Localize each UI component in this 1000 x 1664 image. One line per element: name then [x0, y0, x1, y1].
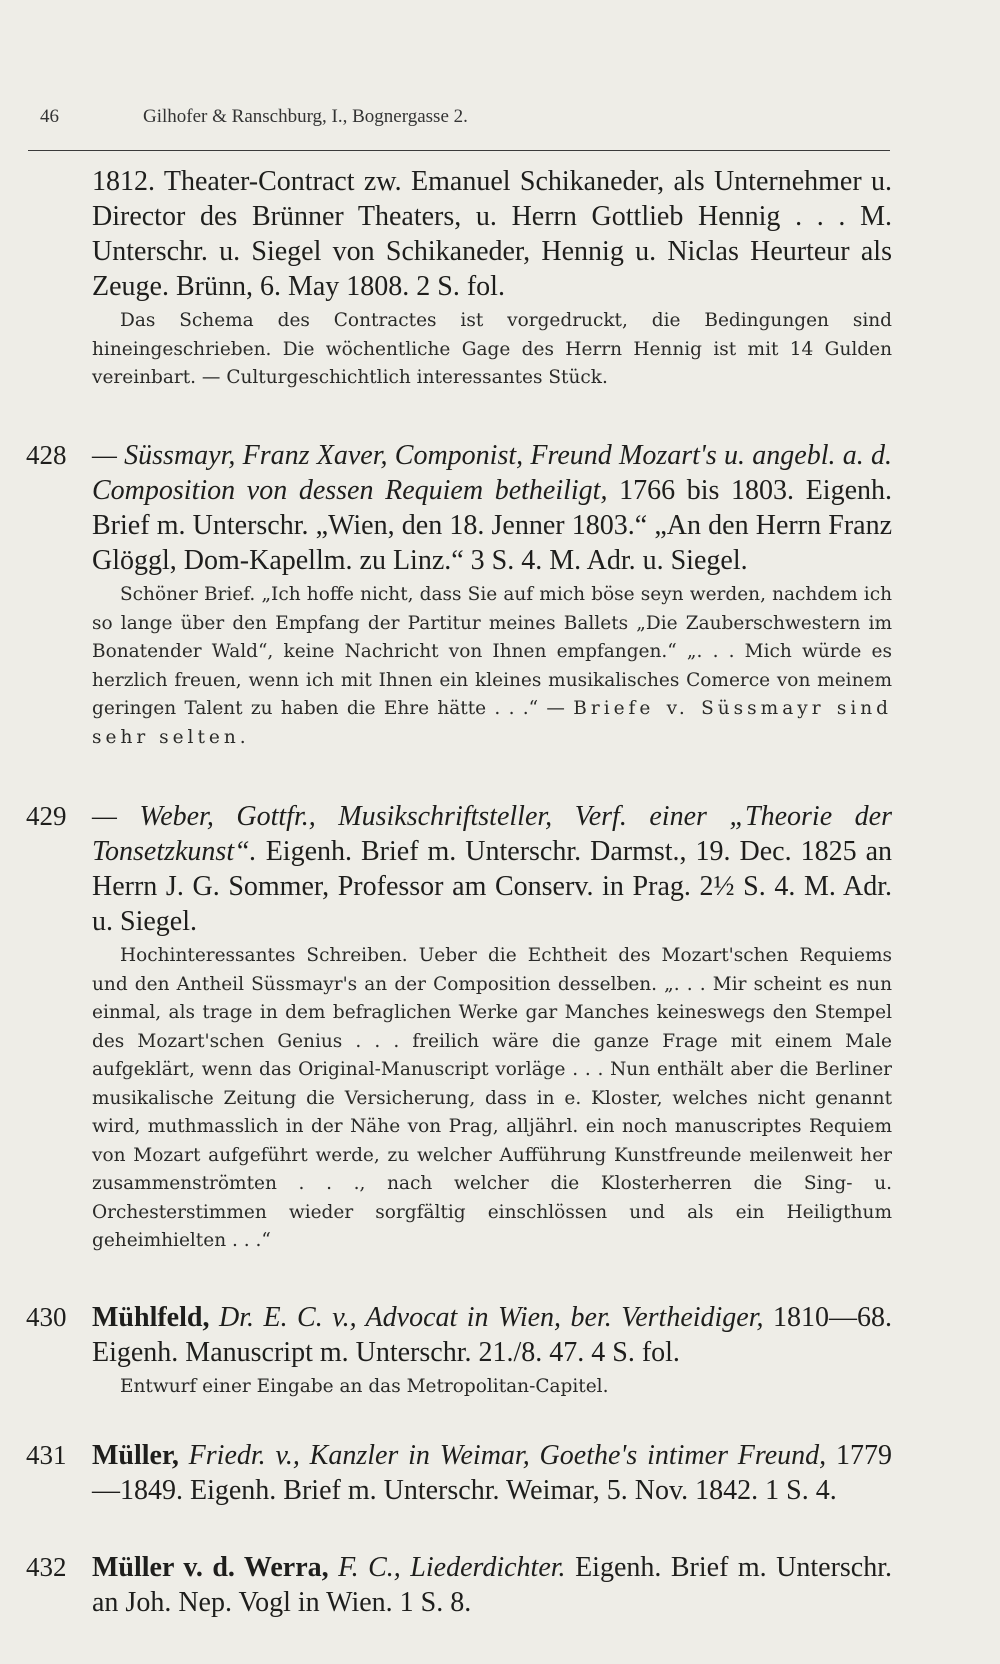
entry-description — [92, 1300, 892, 1370]
entry-name: Müller, — [92, 1440, 179, 1471]
entry-description — [92, 1438, 892, 1508]
entry-name: Müller v. d. Werra, — [92, 1552, 329, 1583]
entry-name: Mühlfeld, — [92, 1302, 210, 1333]
entry-text: 1812. Theater-Contract zw. Emanuel Schikaneder, als Unternehmer u. Director des Brünner Theaters, u. Herrn Gottlieb Hennig . . . M. Unterschr. u. Siegel von Schikaneder, Hennig u. Niclas Heurteur als Zeuge. Brünn, 6. May 1808. 2 S. fol. — [92, 166, 892, 302]
entry-details: Componist, Freund Mozart's u. angebl. a. d. Composition von dessen Requiem betheiligt, — [92, 440, 893, 506]
entry-details: Musikschriftsteller, Verf. einer „Theorie der Tonsetzkunst“. — [92, 801, 892, 867]
catalogue-entry — [26, 1300, 892, 1402]
entry-description — [92, 438, 892, 578]
entry-text: 1810—68. Eigenh. Manuscript m. Unterschr. 21./8. 47. 4 S. fol. — [92, 1302, 893, 1368]
catalogue-entry — [26, 799, 892, 1256]
catalogue-entry — [26, 1438, 892, 1508]
running-title: Gilhofer & Ranschburg, I., Bognergasse 2. — [143, 106, 468, 127]
entry-name: — Süssmayr, Franz Xaver, — [92, 440, 388, 471]
entry-details: Friedr. v., Kanzler in Weimar, Goethe's intimer Freund, — [188, 1440, 827, 1471]
entry-details: Dr. E. C. v., Advocat in Wien, ber. Vertheidiger, — [218, 1302, 764, 1333]
entry-number: 429 — [26, 801, 67, 831]
entry-description — [92, 164, 892, 304]
entry-text: 1779—1849. Eigenh. Brief m. Unterschr. Weimar, 5. Nov. 1842. 1 S. 4. — [92, 1440, 893, 1506]
note-emphasis: Briefe v. Süssmayr sind sehr selten. — [92, 698, 893, 748]
entry-number: 432 — [26, 1552, 67, 1582]
entry-note — [92, 1373, 892, 1402]
note-text: Das Schema des Contractes ist vorgedruckt, die Bedingungen sind hineingeschrieben. Die wöchentliche Gage des Herrn Hennig ist mit 14 Gulden vereinbart. — Culturgeschichtlich interessantes Stück. — [92, 310, 892, 388]
entry-description — [92, 1550, 892, 1620]
catalogue-entry — [26, 438, 892, 752]
page-header — [40, 106, 890, 128]
entry-note — [92, 307, 892, 393]
entry-details: F. C., Liederdichter. — [338, 1552, 566, 1583]
catalogue-entry — [26, 164, 892, 393]
entry-text: Eigenh. Brief m. Unterschr. Darmst., 19. Dec. 1825 an Herrn J. G. Sommer, Professor am Conserv. in Prag. 2½ S. 4. M. Adr. u. Siegel. — [92, 836, 892, 937]
entry-number: 430 — [26, 1302, 67, 1332]
header-rule — [28, 150, 890, 151]
note-text: Entwurf einer Eingabe an das Metropolitan-Capitel. — [120, 1376, 609, 1397]
note-text: Schöner Brief. „Ich hoffe nicht, dass Sie auf mich böse seyn werden, nachdem ich so lange über den Empfang der Partitur meines Ballets „Die Zauberschwestern im Bonatender Wald“, keine Nachricht von Ihnen empfangen.“ „. . . Mich würde es herzlich freuen, wenn ich mit Ihnen ein kleines musikalisches Comerce von meinem geringen Talent zu haben die Ehre hätte . . .“ — — [92, 584, 892, 719]
note-text: Hochinteressantes Schreiben. Ueber die Echtheit des Mozart'schen Requiems und den Antheil Süssmayr's an der Composition desselben. „. . . Mir scheint es nun einmal, als trage in dem befraglichen Werke gar Manches keineswegs den Stempel des Mozart'schen Genius . . . freilich wäre die ganze Frage mit einem Male aufgeklärt, wenn das Original-Manuscript vorläge . . . Nun enthält aber die Berliner musikalische Zeitung die Versicherung, dass in e. Kloster, welches nicht genannt wird, muthmasslich in der Nähe von Prag, alljährl. ein noch manuscriptes Requiem von Mozart aufgeführt werde, zu welcher Aufführung Kunstfreunde meilenweit her zusammenströmten . . ., nach welcher die Klosterherren die Sing- u. Orchesterstimmen wieder sorgfältig einschlössen und als ein Heiligthum geheimhielten . . .“ — [92, 945, 892, 1251]
entry-text: 1766 bis 1803. Eigenh. Brief m. Unterschr. „Wien, den 18. Jenner 1803.“ „An den Herrn Franz Glöggl, Dom-Kapellm. zu Linz.“ 3 S. 4. M. Adr. u. Siegel. — [92, 475, 892, 576]
entry-note — [92, 581, 892, 752]
catalogue-entry — [26, 1550, 892, 1620]
entry-number: 428 — [26, 440, 67, 470]
entry-note — [92, 942, 892, 1256]
entry-text: Eigenh. Brief m. Unterschr. an Joh. Nep. Vogl in Wien. 1 S. 8. — [92, 1552, 893, 1618]
entry-description — [92, 799, 892, 939]
page-number: 46 — [40, 106, 59, 127]
entry-name: — Weber, Gottfr., — [92, 801, 316, 832]
entry-number: 431 — [26, 1440, 67, 1470]
